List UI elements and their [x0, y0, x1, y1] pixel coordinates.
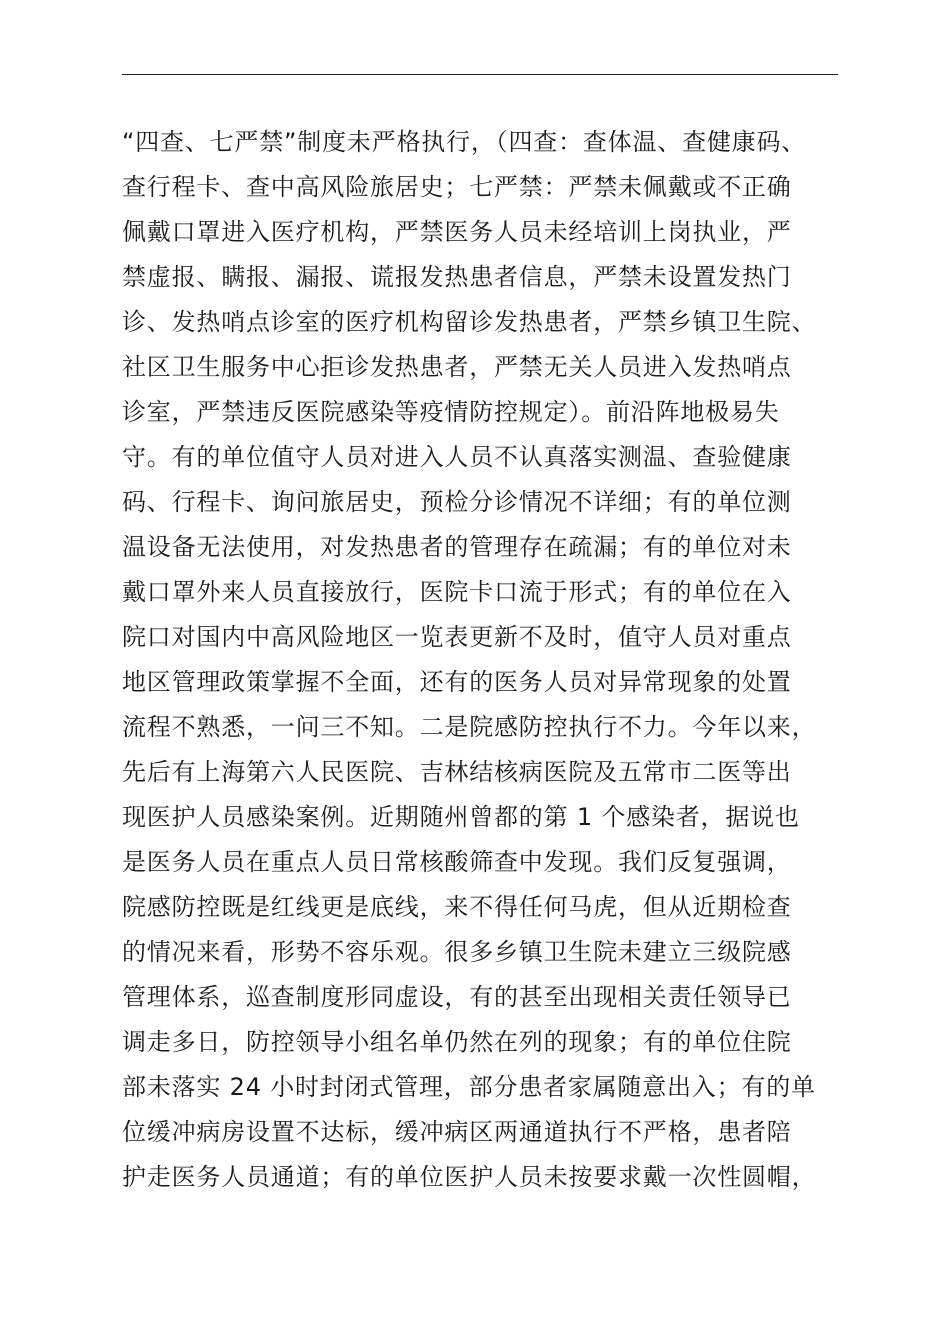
- text-line: 流程不熟悉，一问三不知。二是院感防控执行不力。今年以来，: [122, 713, 817, 741]
- text-line: 部未落实 24 小时封闭式管理，部分患者家属随意出入；有的单: [122, 1073, 816, 1101]
- text-line: 位缓冲病房设置不达标，缓冲病区两通道执行不严格，患者陪: [122, 1118, 792, 1146]
- text-line: 禁虚报、瞒报、漏报、谎报发热患者信息，严禁未设置发热门: [122, 263, 792, 291]
- text-line: 查行程卡、查中高风险旅居史；七严禁：严禁未佩戴或不正确: [122, 173, 792, 201]
- text-line: 守。有的单位值守人员对进入人员不认真落实测温、查验健康: [122, 443, 792, 471]
- text-line: 院口对国内中高风险地区一览表更新不及时，值守人员对重点: [122, 623, 792, 651]
- text-line: 诊室，严禁违反医院感染等疫情防控规定）。前沿阵地极易失: [122, 398, 780, 426]
- text-line: 现医护人员感染案例。近期随州曾都的第 1 个感染者，据说也: [122, 803, 800, 831]
- text-line: 社区卫生服务中心拒诊发热患者，严禁无关人员进入发热哨点: [122, 353, 792, 381]
- header-rule: [122, 74, 838, 75]
- text-line: 院感防控既是红线更是底线，来不得任何马虎，但从近期检查: [122, 893, 792, 921]
- text-line: 诊、发热哨点诊室的医疗机构留诊发热患者，严禁乡镇卫生院、: [122, 308, 817, 336]
- text-line: 护走医务人员通道；有的单位医护人员未按要求戴一次性圆帽，: [122, 1163, 817, 1191]
- text-line: 管理体系，巡查制度形同虚设，有的甚至出现相关责任领导已: [122, 983, 792, 1011]
- text-line: 戴口罩外来人员直接放行，医院卡口流于形式；有的单位在入: [122, 578, 792, 606]
- text-line: “四查、七严禁”制度未严格执行，（四查：查体温、查健康码、: [122, 128, 807, 156]
- text-line: 码、行程卡、询问旅居史，预检分诊情况不详细；有的单位测: [122, 488, 792, 516]
- text-line: 佩戴口罩进入医疗机构，严禁医务人员未经培训上岗执业，严: [122, 218, 792, 246]
- text-line: 温设备无法使用，对发热患者的管理存在疏漏；有的单位对未: [122, 533, 792, 561]
- text-line: 地区管理政策掌握不全面，还有的医务人员对异常现象的处置: [122, 668, 792, 696]
- text-line: 的情况来看，形势不容乐观。很多乡镇卫生院未建立三级院感: [122, 938, 792, 966]
- text-line: 调走多日，防控领导小组名单仍然在列的现象；有的单位住院: [122, 1028, 792, 1056]
- text-line: 先后有上海第六人民医院、吉林结核病医院及五常市二医等出: [122, 758, 792, 786]
- body-text: [122, 120, 862, 1200]
- text-line: 是医务人员在重点人员日常核酸筛查中发现。我们反复强调，: [122, 848, 792, 876]
